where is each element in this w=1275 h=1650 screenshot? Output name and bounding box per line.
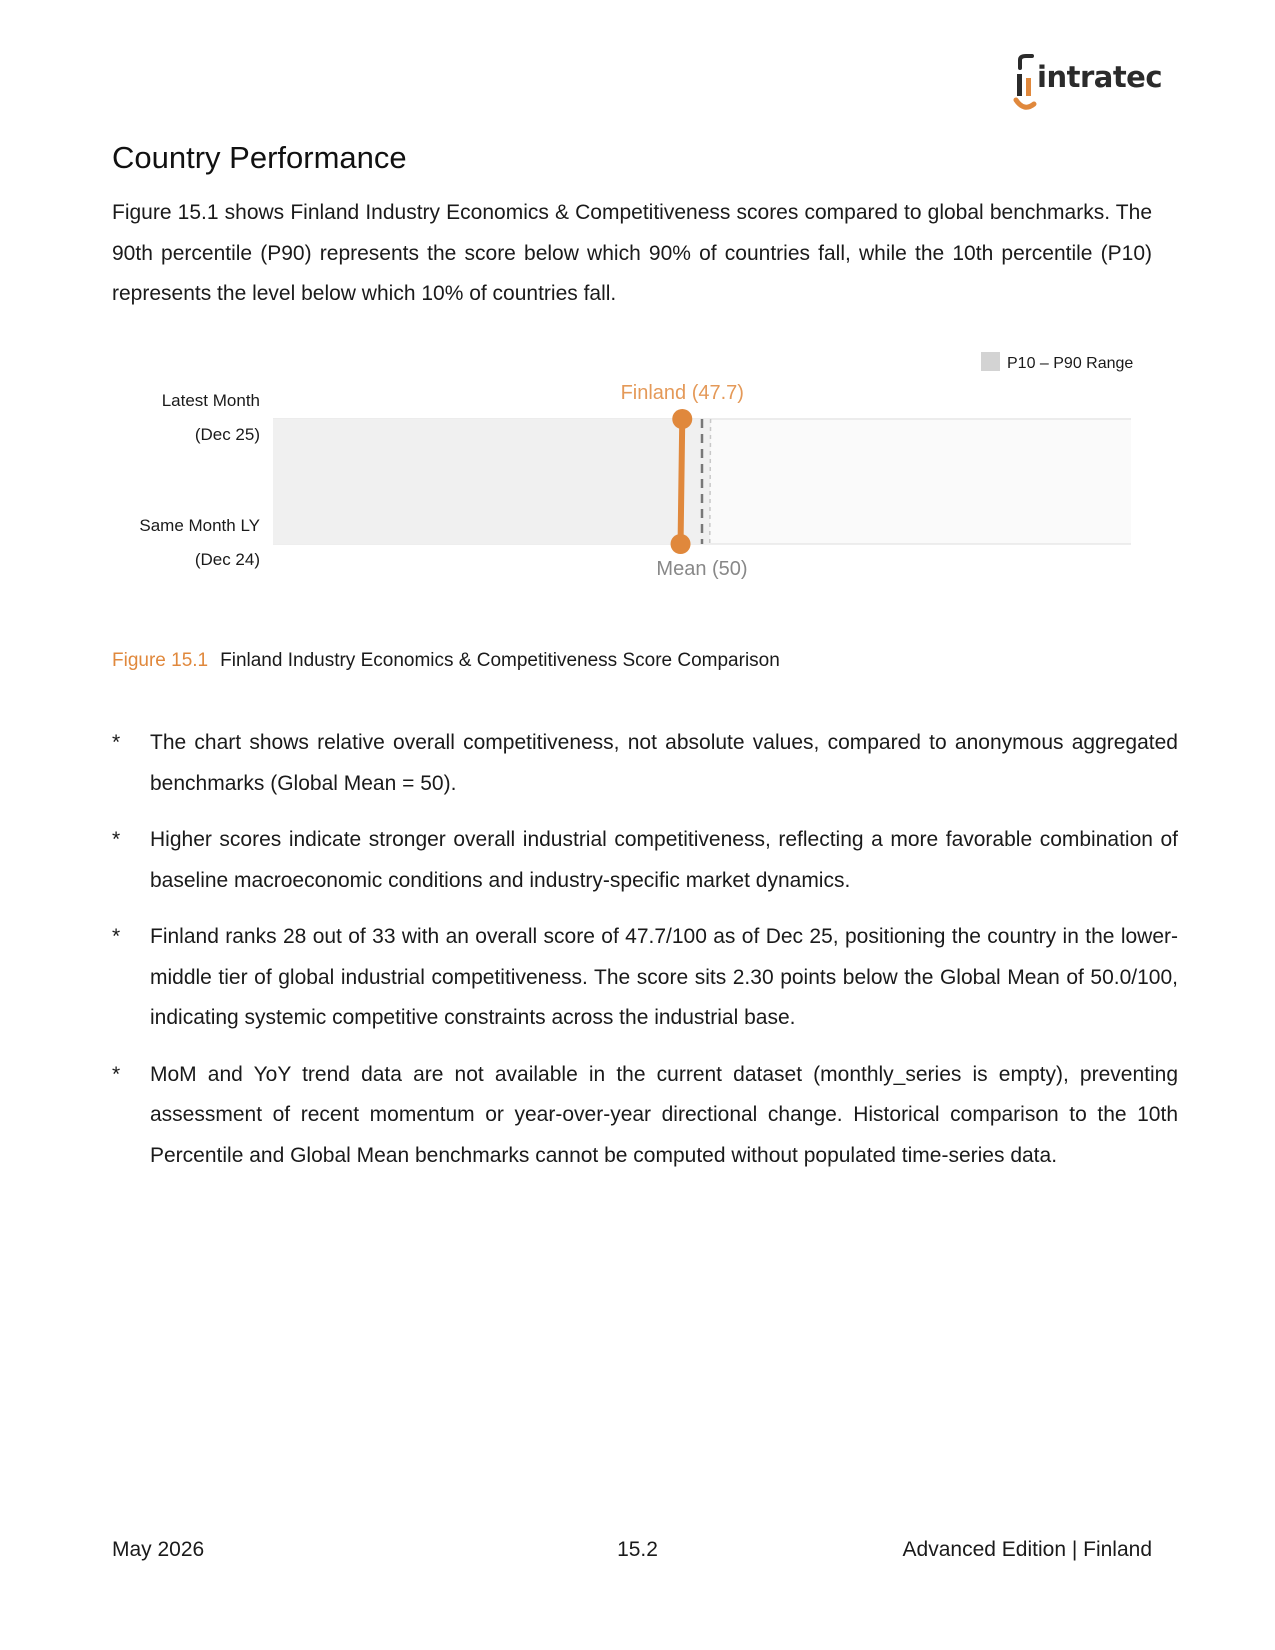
figure-caption-label: Figure 15.1 xyxy=(112,650,209,671)
bullet-marker: * xyxy=(112,1062,121,1086)
p10-p90-range-band xyxy=(273,419,711,544)
list-item xyxy=(112,723,1178,804)
list-item-text: The chart shows relative overall competitiveness, not absolute values, compared to anonymous aggregated benchmarks (Global Mean = 50). xyxy=(150,731,1178,795)
finland-label: Finland (47.7) xyxy=(620,382,744,404)
score-comparison-chart xyxy=(0,340,1275,600)
row-label-latest-line1: Latest Month xyxy=(161,391,260,410)
list-item xyxy=(112,1055,1178,1177)
list-item-text: Finland ranks 28 out of 33 with an overall score of 47.7/100 as of Dec 25, positioning the country in the lower-middle tier of global industrial competitiveness. The score sits 2.30 points below the Global Mean of 50.0/100, indicating systemic competitive constraints across the industrial base. xyxy=(150,925,1178,1029)
figure-caption-text: Finland Industry Economics & Competitiveness Score Comparison xyxy=(220,650,780,671)
mean-label: Mean (50) xyxy=(656,558,748,580)
list-item-text: MoM and YoY trend data are not available in the current dataset (monthly_series is empty), preventing assessment of recent momentum or year-over-year directional change. Historical comparison to the 10th Percentile and Global Mean benchmarks cannot be computed without populated time-series data. xyxy=(150,1062,1178,1167)
logo-accent-stem xyxy=(1026,78,1031,96)
list-item xyxy=(112,917,1178,1039)
list-item xyxy=(112,820,1178,901)
intro-paragraph: Figure 15.1 shows Finland Industry Economics & Competitiveness scores compared to global benchmarks. The 90th percentile (P90) represents the score below which 90% of countries fall, while the 10th percentile (P10) represents the level below which 10% of countries fall. xyxy=(112,201,1152,305)
legend-label: P10 – P90 Range xyxy=(1007,355,1134,372)
logo-hook-mark xyxy=(1020,56,1032,68)
row-label-previous-line1: Same Month LY xyxy=(139,516,260,535)
bullet-marker: * xyxy=(112,731,121,754)
footer-page-number: 15.2 xyxy=(617,1538,658,1561)
row-label-previous-line2: (Dec 24) xyxy=(194,550,260,569)
logo-accent-swoosh xyxy=(1016,100,1034,107)
finland-connector-line xyxy=(681,419,683,544)
bullet-marker: * xyxy=(112,828,121,851)
footer-date: May 2026 xyxy=(112,1538,205,1561)
notes-list xyxy=(112,723,1178,1192)
logo-stem xyxy=(1017,74,1022,96)
logo-wordmark: intratec xyxy=(1037,60,1163,94)
finland-point-previous xyxy=(671,534,691,554)
page-title: Country Performance xyxy=(112,140,407,175)
figure-caption xyxy=(112,650,780,672)
bullet-marker: * xyxy=(112,925,121,948)
finland-point-latest xyxy=(672,409,692,429)
list-item-text: Higher scores indicate stronger overall industrial competitiveness, reflecting a more favorable combination of baseline macroeconomic conditions and industry-specific market dynamics. xyxy=(150,828,1178,892)
row-label-latest-line2: (Dec 25) xyxy=(194,425,260,444)
footer-edition: Advanced Edition | Finland xyxy=(902,1538,1152,1561)
legend-swatch xyxy=(981,352,1000,371)
